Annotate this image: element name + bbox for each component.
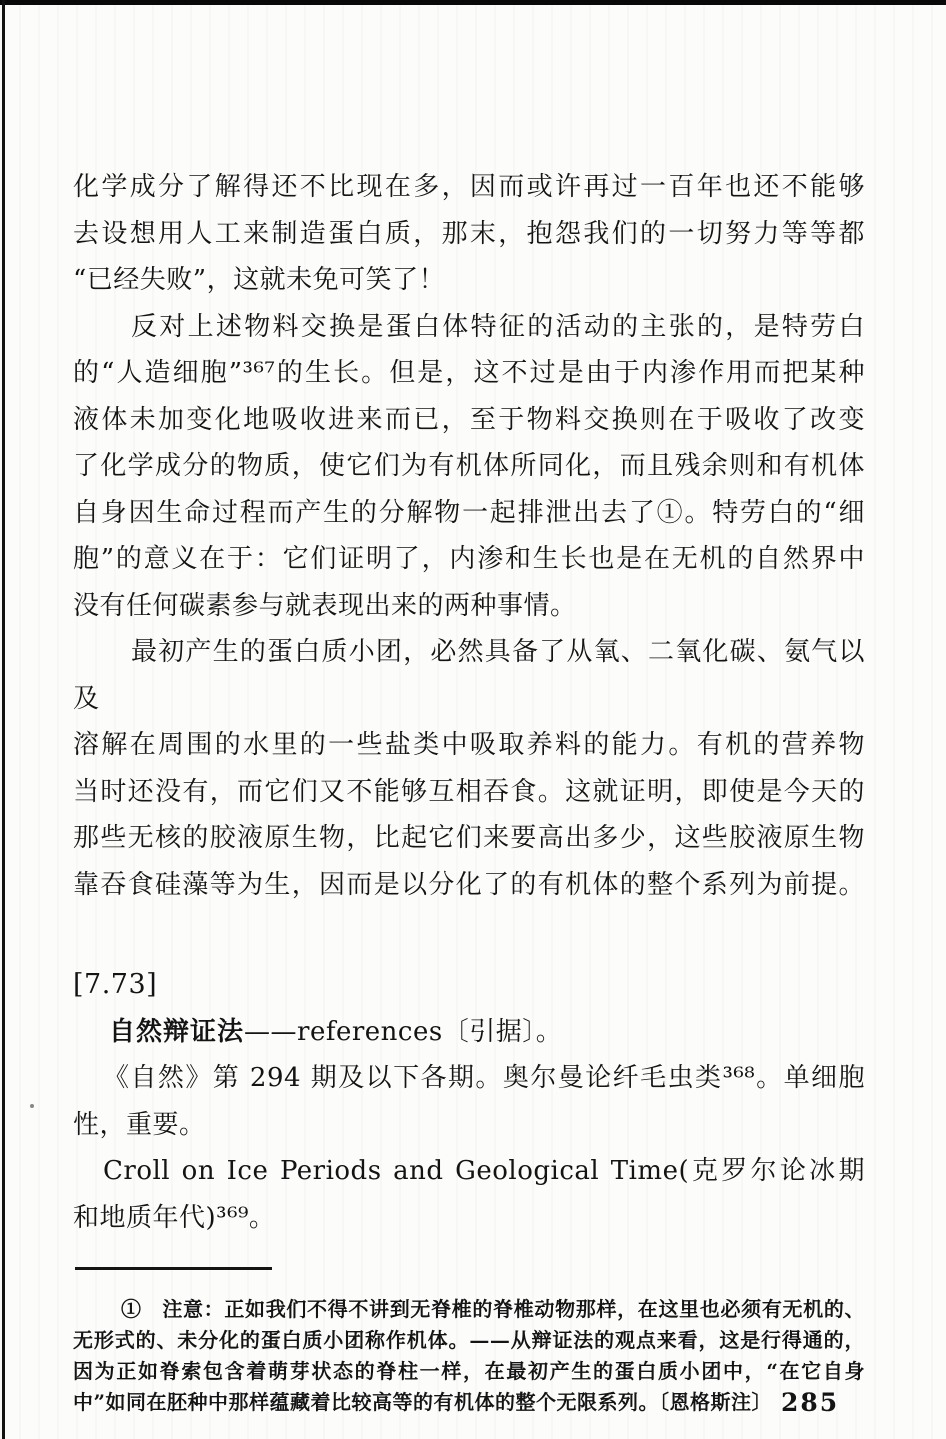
- body-line: “已经失败”，这就未免可笑了！: [73, 265, 446, 295]
- reference-line: 《自然》第 294 期及以下各期。奥尔曼论纤毛虫类³⁶⁸。单细胞: [103, 1063, 865, 1093]
- body-line: 自身因生命过程而产生的分解物一起排泄出去了①。特劳白的“细: [73, 497, 865, 528]
- reference-line: Croll on Ice Periods and Geological Time(克罗尔论冰期: [103, 1156, 865, 1186]
- body-line: 胞”的意义在于：它们证明了，内渗和生长也是在无机的自然界中: [73, 544, 865, 574]
- footnote-line: 因为正如脊索包含着萌芽状态的脊柱一样，在最初产生的蛋白质小团中，“在它自身: [73, 1359, 865, 1383]
- page-number: 285: [781, 1388, 840, 1417]
- reference-title-rest: ——references〔引据〕。: [244, 1016, 563, 1047]
- body-line: 靠吞食硅藻等为生，因而是以分化了的有机体的整个系列为前提。: [73, 869, 865, 900]
- scan-speck: [30, 1104, 34, 1108]
- scan-edge-left: [2, 0, 5, 1439]
- body-line: 去设想用人工来制造蛋白质，那末，抱怨我们的一切努力等等都: [73, 218, 865, 249]
- paragraph-first-line: 最初产生的蛋白质小团，必然具备了从氧、二氧化碳、氨气以及: [73, 637, 865, 714]
- footnote-divider: [75, 1267, 272, 1270]
- footnote-block: [73, 1294, 865, 1418]
- body-line: 了化学成分的物质，使它们为有机体所同化，而且残余则和有机体: [73, 451, 865, 481]
- body-line: 化学成分了解得还不比现在多，因而或许再过一百年也还不能够: [73, 172, 865, 202]
- footnote-line: 无形式的、未分化的蛋白质小团称作机体。——从辩证法的观点来看，这是行得通的，: [73, 1328, 865, 1352]
- reference-line: 和地质年代)³⁶⁹。: [73, 1202, 276, 1233]
- reference-title-line: [73, 1009, 865, 1056]
- body-line: 溶解在周围的水里的一些盐类中吸取养料的能力。有机的营养物: [73, 730, 865, 760]
- reference-title-bold: 自然辩证法: [109, 1016, 245, 1047]
- body-line: 当时还没有，而它们又不能够互相吞食。这就证明，即使是今天的: [73, 776, 865, 807]
- body-line: 液体未加变化地吸收进来而已，至于物料交换则在于吸收了改变: [73, 404, 865, 435]
- body-line: 没有任何碳素参与就表现出来的两种事情。: [73, 590, 577, 621]
- footnote-line: 中”如同在胚种中那样蕴藏着比较高等的有机体的整个无限系列。〔恩格斯注〕: [73, 1390, 773, 1414]
- section-number: [7.73]: [73, 969, 158, 1000]
- paragraph-first-line: 反对上述物料交换是蛋白体特征的活动的主张的，是特劳白: [131, 311, 865, 342]
- scan-edge-top: [0, 0, 946, 5]
- reference-line: 性，重要。: [73, 1109, 206, 1140]
- body-line: 那些无核的胶液原生物，比起它们来要高出多少，这些胶液原生物: [73, 823, 865, 853]
- page-content: [73, 164, 865, 1418]
- footnote-line: ① 注意：正如我们不得不讲到无脊椎的脊椎动物那样，在这里也必须有无机的、: [121, 1297, 865, 1321]
- body-line: 的“人造细胞”³⁶⁷的生长。但是，这不过是由于内渗作用而把某种: [73, 358, 865, 388]
